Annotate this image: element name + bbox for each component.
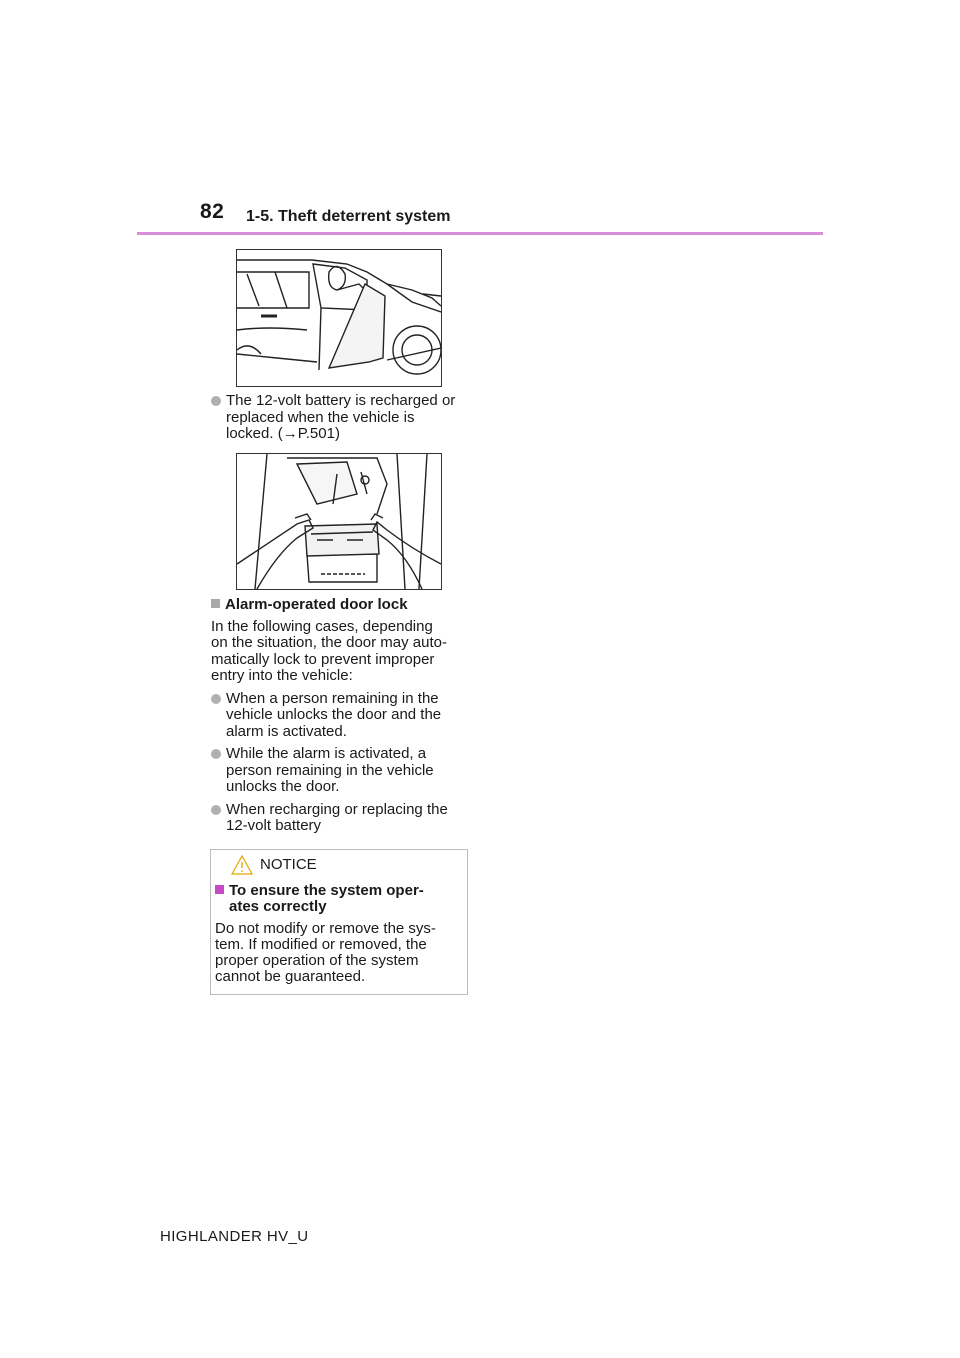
bullet-battery-line-1: The 12-volt battery is recharged or: [226, 392, 456, 409]
warning-triangle-icon: [231, 855, 253, 875]
figure-vehicle-door-open: [236, 249, 442, 387]
alarm-intro-line-4: entry into the vehicle:: [211, 667, 353, 684]
alarm-intro-line-1: In the following cases, depending: [211, 617, 433, 635]
alarm-section-heading: [211, 597, 473, 614]
alarm-bullet-3-line-2: 12-volt battery: [226, 817, 322, 834]
footer-model-code: HIGHLANDER HV_U: [160, 1228, 309, 1245]
notice-label: NOTICE: [260, 856, 317, 873]
header-rule: [137, 232, 823, 235]
section-title: 1-5. Theft deterrent system: [246, 208, 451, 225]
alarm-bullet-1: [211, 691, 473, 741]
bullet-dot: [211, 805, 221, 815]
notice-box: [210, 849, 468, 995]
bullet-dot: [211, 396, 221, 406]
bullet-battery-line-3: locked. (→P.501): [226, 425, 340, 442]
notice-text-line-4: cannot be guaranteed.: [215, 968, 366, 985]
alarm-bullet-2-line-2: person remaining in the vehicle: [226, 761, 434, 779]
alarm-intro-line-2: on the situation, the door may auto-: [211, 634, 447, 651]
bullet-dot: [211, 749, 221, 759]
notice-heading: [215, 883, 465, 915]
notice-header: [211, 850, 467, 880]
bullet-battery-locked: [211, 393, 488, 443]
figure-battery-replacement: [236, 453, 442, 590]
alarm-bullet-1-line-1: When a person remaining in the: [226, 689, 439, 707]
alarm-bullet-3: [211, 802, 473, 835]
alarm-bullet-2: [211, 746, 473, 796]
notice-heading-line-2: ates correctly: [229, 898, 327, 915]
alarm-bullet-1-line-2: vehicle unlocks the door and the: [226, 706, 442, 723]
alarm-section: [211, 597, 473, 835]
alarm-bullet-3-line-1: When recharging or replacing the: [226, 800, 448, 818]
notice-heading-text-1: To ensure the system oper-: [229, 882, 424, 899]
square-bullet: [211, 599, 220, 608]
alarm-bullet-2-line-1: While the alarm is activated, a: [226, 745, 427, 762]
alarm-intro: [211, 619, 473, 685]
alarm-intro-line-3: matically lock to prevent improper: [211, 650, 435, 668]
notice-text-line-2: tem. If modified or removed, the: [215, 936, 427, 953]
alarm-bullet-2-line-3: unlocks the door.: [226, 778, 340, 795]
alarm-bullet-1-line-3: alarm is activated.: [226, 722, 347, 740]
bullet-dot: [211, 694, 221, 704]
notice-text-line-3: proper operation of the system: [215, 952, 419, 969]
bullet-battery-line-2: replaced when the vehicle is: [226, 408, 415, 426]
alarm-heading-text: Alarm-operated door lock: [225, 596, 408, 613]
notice-text: [215, 921, 465, 985]
notice-text-line-1: Do not modify or remove the sys-: [215, 920, 436, 937]
notice-square-bullet: [215, 885, 224, 894]
notice-heading-line-1: [215, 883, 465, 899]
notice-body: [215, 883, 465, 985]
page-number: 82: [200, 200, 225, 223]
